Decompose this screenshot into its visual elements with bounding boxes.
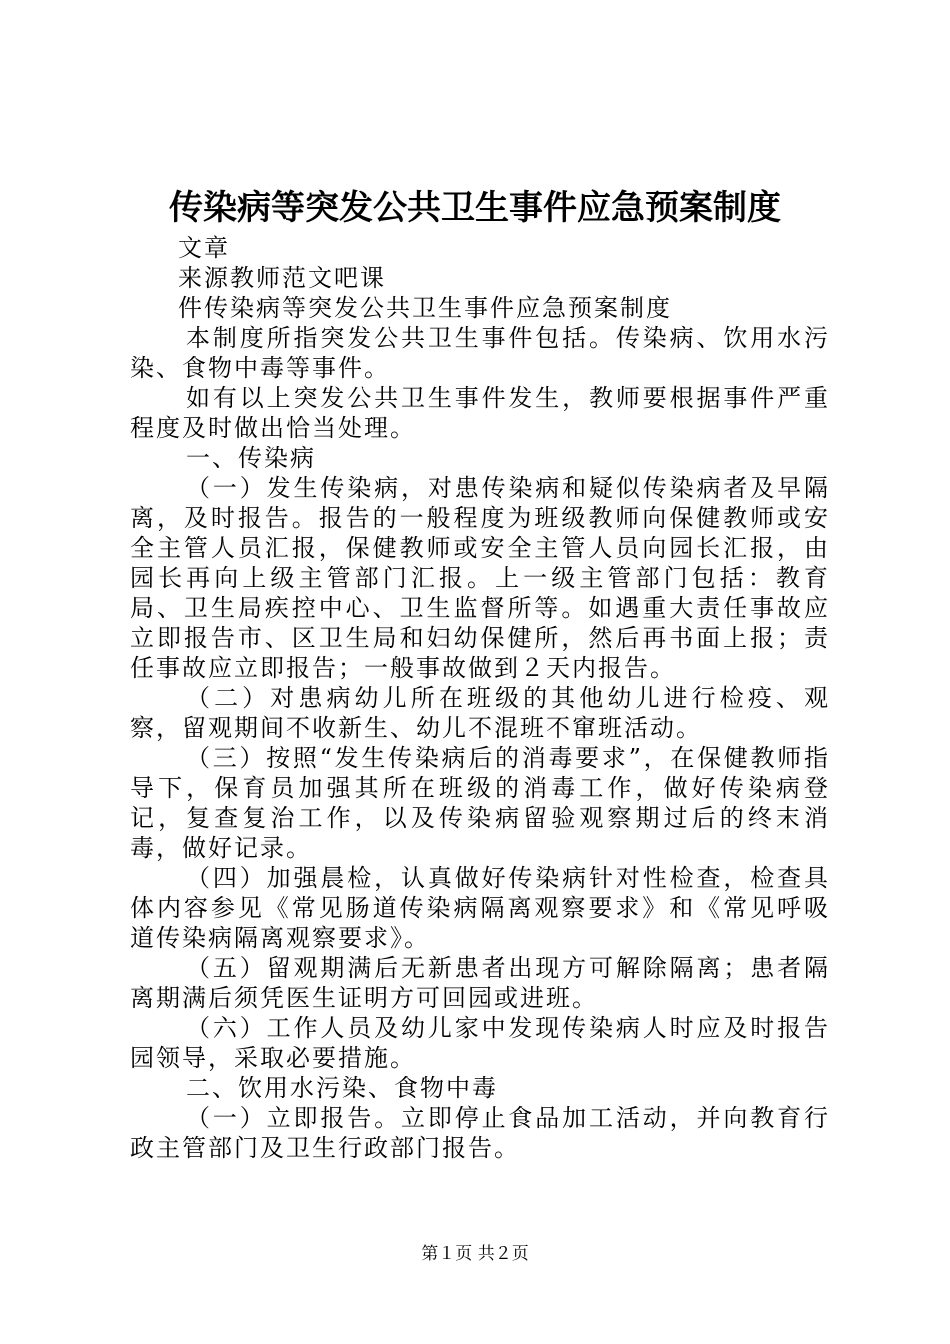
paragraph: 件传染病等突发公共卫生事件应急预案制度 (178, 294, 672, 322)
paragraph: （四）加强晨检，认真做好传染病针对性检查，检查具体内容参见《常见肠道传染病隔离观察要求》和《常见呼吸道传染病隔离观察要求》。 (130, 864, 830, 952)
page-number: 第１页 共２页 (421, 1244, 529, 1264)
document-title: 传染病等突发公共卫生事件应急预案制度 (169, 188, 781, 228)
paragraph: （三）按照“发生传染病后的消毒要求”，在保健教师指导下，保育员加强其所在班级的消毒工作，做好传染病登记，复查复治工作，以及传染病留验观察期过后的终末消毒，做好记录。 (130, 744, 830, 862)
section-heading: 一、传染病 (186, 444, 316, 472)
paragraph: （五）留观期满后无新患者出现方可解除隔离；患者隔离期满后须凭医生证明方可回园或进班。 (130, 954, 830, 1012)
paragraph: （一）发生传染病，对患传染病和疑似传染病者及早隔离，及时报告。报告的一般程度为班级教师向保健教师或安全主管人员汇报，保健教师或安全主管人员向园长汇报，由园长再向上级主管部门汇报。上一级主管部门包括：教育局、卫生局疾控中心、卫生监督所等。如遇重大责任事故应立即报告市、区卫生局和妇幼保健所，然后再书面上报；责任事故应立即报告；一般事故做到２天内报告。 (130, 474, 830, 682)
paragraph: 如有以上突发公共卫生事件发生，教师要根据事件严重程度及时做出恰当处理。 (130, 384, 830, 442)
paragraph: 文章 (178, 234, 230, 262)
paragraph: 来源教师范文吧课 (178, 264, 386, 292)
document-body (130, 233, 830, 1163)
paragraph: （六）工作人员及幼儿家中发现传染病人时应及时报告园领导，采取必要措施。 (130, 1014, 830, 1072)
paragraph: 本制度所指突发公共卫生事件包括。传染病、饮用水污染、食物中毒等事件。 (130, 324, 830, 382)
paragraph: （二）对患病幼儿所在班级的其他幼儿进行检疫、观察，留观期间不收新生、幼儿不混班不窜班活动。 (130, 684, 830, 742)
paragraph: （一）立即报告。立即停止食品加工活动，并向教育行政主管部门及卫生行政部门报告。 (130, 1104, 830, 1162)
section-heading: 二、饮用水污染、食物中毒 (186, 1074, 498, 1102)
